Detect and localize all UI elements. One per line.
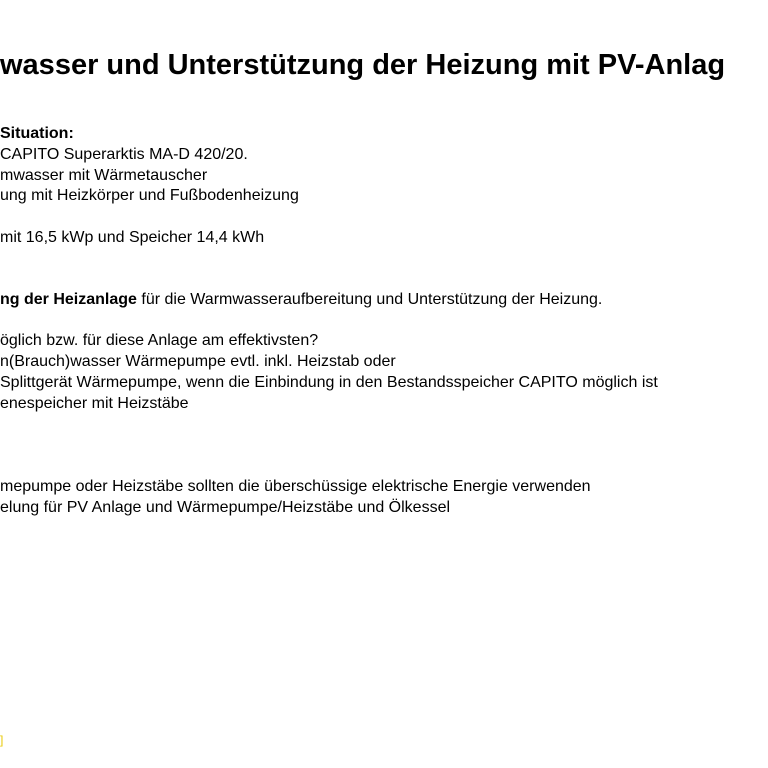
- situation-line-2: mwasser mit Wärmetauscher: [0, 167, 208, 184]
- situation-line-4: mit 16,5 kWp und Speicher 14,4 kWh: [0, 229, 265, 246]
- situation-heading: Situation:: [0, 125, 74, 142]
- question-line-1: öglich bzw. für diese Anlage am effektivsten?: [0, 332, 319, 349]
- slide-title: wasser und Unterstützung der Heizung mit PV-Anlag: [0, 49, 726, 81]
- bottom-marker: ]: [0, 733, 4, 747]
- situation-line-3: ung mit Heizkörper und Fußbodenheizung: [0, 187, 299, 204]
- goal-rest-text: für die Warmwasseraufbereitung und Unterstützung der Heizung.: [136, 291, 603, 308]
- requirement-line-2: elung für PV Anlage und Wärmepumpe/Heizstäbe und Ölkessel: [0, 499, 451, 516]
- goal-bold-text: ng der Heizanlage: [0, 291, 137, 308]
- requirement-line-1: mepumpe oder Heizstäbe sollten die überschüssige elektrische Energie verwenden: [0, 478, 591, 495]
- question-line-2: n(Brauch)wasser Wärmepumpe evtl. inkl. Heizstab oder: [0, 353, 396, 370]
- question-line-4: enespeicher mit Heizstäbe: [0, 395, 189, 412]
- question-line-3: Splittgerät Wärmepumpe, wenn die Einbindung in den Bestandsspeicher CAPITO möglich ist: [0, 374, 658, 391]
- goal-line: [0, 290, 602, 310]
- situation-line-1: CAPITO Superarktis MA-D 420/20.: [0, 146, 248, 163]
